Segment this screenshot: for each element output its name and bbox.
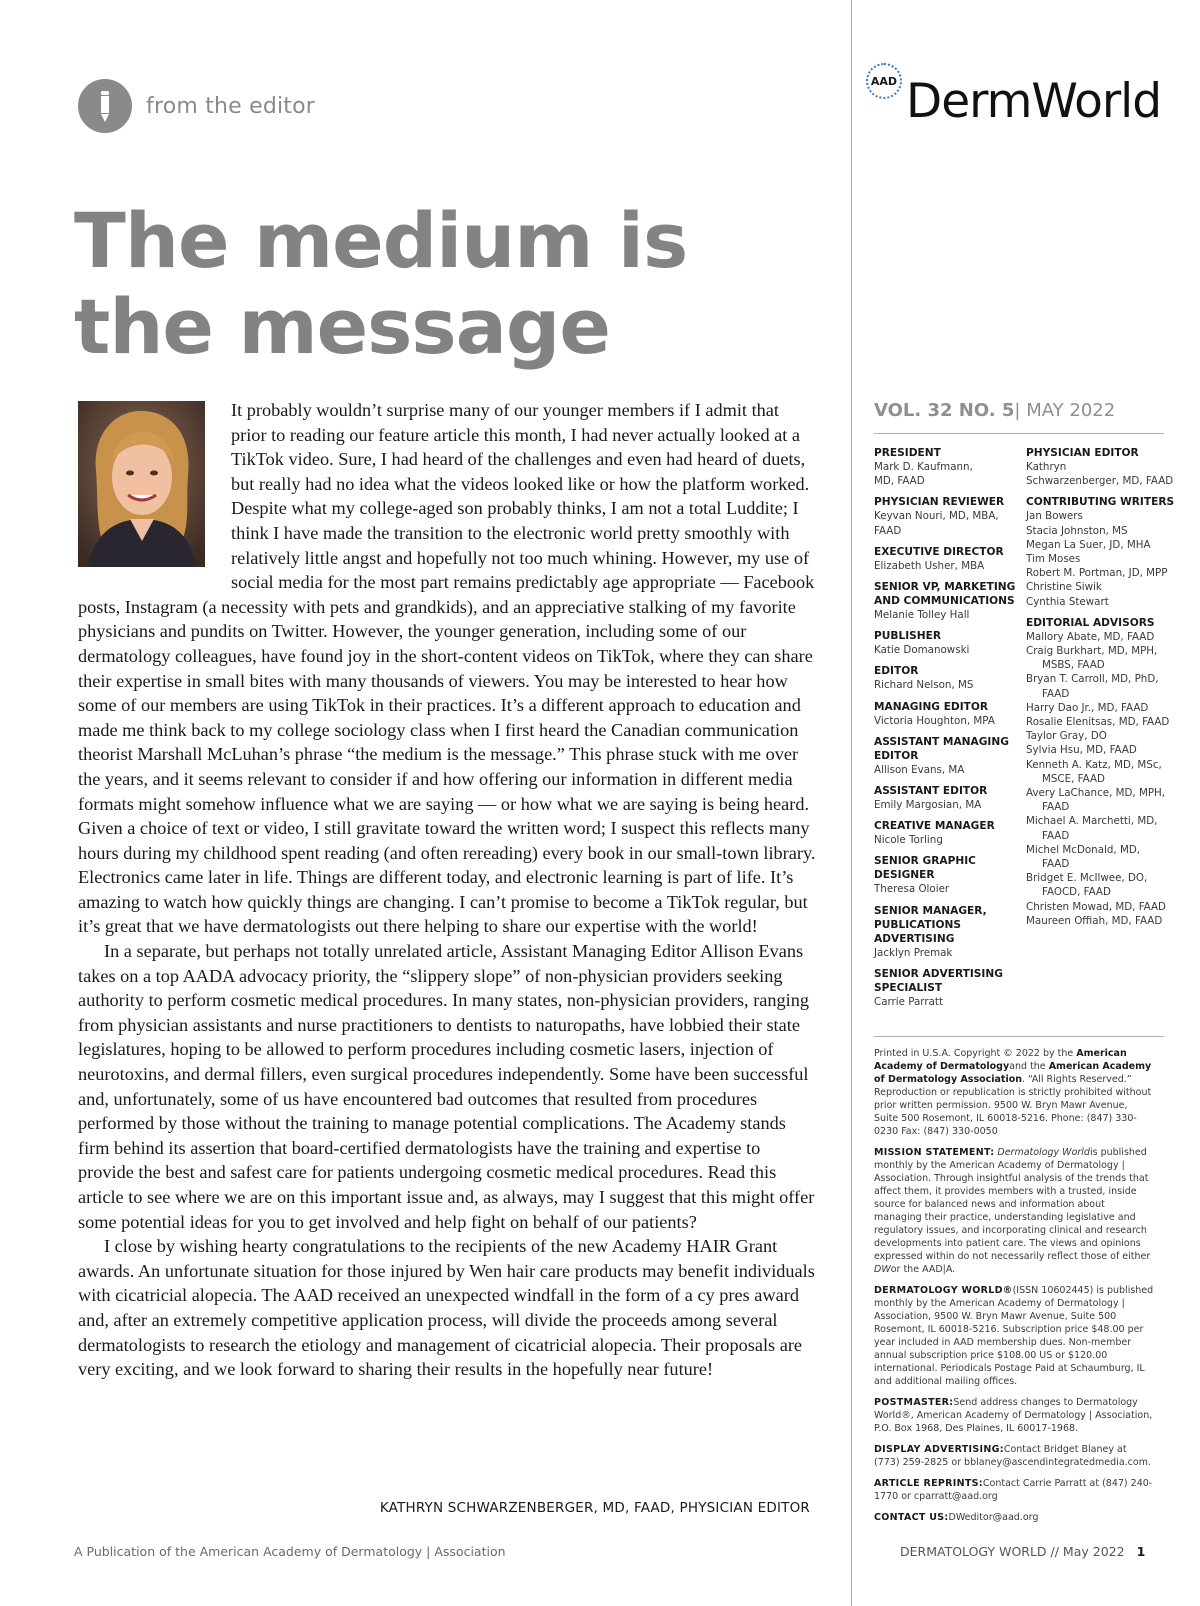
headline-line-1: The medium is [74,196,688,285]
masthead-role [874,495,1034,537]
staff-name: Victoria Houghton, MPA [874,714,995,727]
staff-name: Melanie Tolley Hall [874,609,970,622]
role-names [1026,630,1176,928]
staff-name: Carrie Parratt [874,995,943,1008]
staff-name: Michel McDonald, MD, [1026,843,1141,856]
role-names [874,714,1034,728]
staff-name: Megan La Suer, JD, MHA [1026,538,1151,551]
staff-name: Jacklyn Premak [874,946,953,959]
staff-name: Stacia Johnston, MS [1026,524,1128,537]
issue-separator: | [1014,400,1027,421]
staff-name: FAAD [1042,829,1070,842]
masthead-role [874,580,1034,622]
issue-line [874,400,1164,434]
staff-name: Allison Evans, MA [874,763,965,776]
staff-name: Richard Nelson, MS [874,679,974,692]
masthead-role [874,854,1034,896]
issue-date: MAY 2022 [1026,400,1116,421]
column-divider [851,0,852,1606]
footer-publication: A Publication of the American Academy of Dermatology | Association [74,1544,506,1559]
role-names [874,460,1034,488]
staff-name: Michael A. Marchetti, MD, [1026,815,1158,828]
staff-name: Christine Siwik [1026,581,1102,594]
contact-email[interactable]: DWeditor@aad.org [948,1512,1039,1523]
staff-name: Harry Dao Jr., MD, FAAD [1026,701,1149,714]
postmaster-info [874,1396,1154,1435]
staff-name: Christen Mowad, MD, FAAD [1026,900,1166,913]
staff-name: Sylvia Hsu, MD, FAAD [1026,744,1137,757]
staff-name: Avery LaChance, MD, MPH, [1026,787,1166,800]
staff-name: FAAD [1042,858,1070,871]
masthead-role [874,446,1034,488]
staff-name: Schwarzenberger, MD, FAAD [1026,475,1174,488]
masthead-role [874,700,1034,728]
staff-name: MSCE, FAAD [1042,772,1105,785]
role-names [874,678,1034,692]
masthead-role [874,735,1034,777]
masthead-role [874,545,1034,573]
role-title: PHYSICIAN EDITOR [1026,447,1139,459]
staff-name: Elizabeth Usher, MBA [874,559,985,572]
role-title: PUBLISHER [874,630,942,643]
mission-dw: DW [874,1264,891,1275]
aad-badge: AAD [866,63,902,99]
staff-name: Craig Burkhart, MD, MPH, [1026,645,1158,658]
role-title: ASSISTANT EDITOR [874,785,988,798]
masthead-role [1026,495,1176,608]
role-names [874,833,1034,847]
byline: KATHRYN SCHWARZENBERGER, MD, FAAD, PHYSICIAN EDITOR [379,1500,810,1516]
staff-name: Rosalie Elenitsas, MD, FAAD [1026,716,1170,729]
reprints-text: Contact Carrie Parratt at (847) 240-1770 or cparratt@aad.org [874,1478,1153,1502]
publication-text: (ISSN 10602445) is published monthly by the American Academy of Dermatology | Association, 9500 W. Bryn Mawr Avenue, Suite 500 Rosemont, IL 60018-5216. Subscription price $48.00 per year included in AAD membership dues. Non-member annual subscription price $108.00 US or $120.00 international. Periodicals Postage Paid at Schaumburg, IL and additional mailing offices. [874,1285,1154,1387]
masthead-column-2 [1026,446,1176,935]
postmaster-text: Send address changes to Dermatology World®, American Academy of Dermatology | Association, P.O. Box 1968, Des Plaines, IL 60017-1968. [874,1397,1153,1434]
fine-print [874,1047,1154,1532]
role-names [874,608,1034,622]
headline-line-2: the message [74,282,610,371]
staff-name: Robert M. Portman, JD, MPP [1026,567,1168,580]
role-title: MANAGING EDITOR [874,700,989,713]
staff-name: Kenneth A. Katz, MD, MSc, [1026,758,1162,771]
role-names [1026,460,1176,488]
role-title: SENIOR ADVERTISING SPECIALIST [874,967,1003,994]
staff-name: MSBS, FAAD [1042,659,1105,672]
role-names [874,643,1034,657]
copyright-notice [874,1047,1154,1138]
staff-name: FAAD [1042,801,1070,814]
copyright-org: American Academy of Dermatology [874,1048,1127,1072]
staff-name: FAAD [874,524,902,537]
masthead-role [1026,446,1176,488]
reprints-label: ARTICLE REPRINTS: [874,1478,983,1489]
role-names [874,946,1034,960]
dermworld-logo [866,74,1162,129]
masthead-role [874,819,1034,847]
masthead-role [874,629,1034,657]
role-title: PRESIDENT [874,447,941,459]
staff-name: Maureen Offiah, MD, FAAD [1026,914,1163,927]
masthead-role [874,967,1034,1009]
mission-label: MISSION STATEMENT: [874,1147,995,1158]
article-body [78,398,816,1382]
role-names [874,763,1034,777]
section-header [78,79,315,133]
staff-name: Taylor Gray, DO [1026,730,1107,743]
mission-statement [874,1146,1154,1276]
advertising-text: Contact Bridget Blaney at (773) 259-2825 or bblaney@ascendintegratedmedia.com. [874,1444,1151,1468]
staff-name: Bryan T. Carroll, MD, PhD, [1026,673,1159,686]
page-number: 1 [1136,1544,1146,1559]
pencil-icon [78,79,132,133]
role-names [874,798,1034,812]
staff-name: MD, FAAD [874,475,925,488]
staff-name: Theresa Oloier [874,883,950,896]
masthead-role [874,904,1034,960]
masthead-rule [874,1036,1164,1037]
staff-name: Mallory Abate, MD, FAAD [1026,630,1155,643]
masthead-column-1 [874,446,1034,1016]
staff-name: Jan Bowers [1026,510,1083,523]
role-title: EXECUTIVE DIRECTOR [874,545,1004,558]
copyright-text: Printed in U.S.A. Copyright © 2022 by the [874,1048,1074,1059]
mission-end: or the AAD|A. [890,1264,956,1275]
reprints-contact [874,1477,1154,1503]
publication-info [874,1284,1154,1388]
staff-name: Emily Margosian, MA [874,799,982,812]
staff-name: FAAD [1042,687,1070,700]
staff-name: FAOCD, FAAD [1042,886,1111,899]
copyright-and: and the [1009,1061,1046,1072]
copyright-org: American Academy of Dermatology Association [874,1061,1152,1085]
copyright-text: . “All Rights Reserved.” Reproduction or republication is strictly prohibited without prior written permission. 9500 W. Bryn Mawr Avenue, Suite 500 Rosemont, IL 60018-5216. Phone: (847) 330-0230 Fax: (847) 330-0050 [874,1074,1152,1137]
contact-us [874,1511,1154,1524]
logo-wordmark: DermWorld [906,74,1162,129]
footer-issue: DERMATOLOGY WORLD // May 2022 [900,1544,1125,1559]
role-names [874,509,1034,537]
advertising-label: DISPLAY ADVERTISING: [874,1444,1004,1455]
article-paragraph: In a separate, but perhaps not totally unrelated article, Assistant Managing Editor Allison Evans takes on a top AADA advocacy priority, the “slippery slope” of non-physician providers seeking authority to perform cosmetic medical procedures. In many states, non-physician providers, ranging from physician assistants and nurse practitioners to dentists to naturopaths, have lobbied their state legislatures, hoping to be allowed to perform procedures including cosmetic lasers, injection of neurotoxins, and dermal fillers, even surgical procedures independently. Some have been successful and, unfortunately, some of us have encountered bad outcomes that resulted from procedures performed by those without the training to manage potential complications. The Academy stands firm behind its assertion that board-certified dermatologists have the training and expertise to provide the best and safest care for patients undergoing cosmetic medical procedures. Read this article to see where we are on this important issue and, as always, may I suggest that this might offer some potential ideas for you to get involved and help fight on behalf of our patients? [78,941,815,1232]
issue-volume: VOL. 32 NO. 5 [874,400,1015,421]
staff-name: Nicole Torling [874,834,943,847]
role-names [874,882,1034,896]
role-title: PHYSICIAN REVIEWER [874,496,1005,509]
headline [74,198,794,370]
role-names [874,995,1034,1009]
staff-name: Kathryn [1026,461,1067,473]
role-title: SENIOR VP, MARKETING AND COMMUNICATIONS [874,581,1016,608]
masthead-role [874,784,1034,812]
staff-name: Tim Moses [1026,553,1081,566]
role-title: EDITORIAL ADVISORS [1026,616,1155,629]
article-paragraph: I close by wishing hearty congratulations to the recipients of the new Academy HAIR Grant awards. An unfortunate situation for those injured by Wen hair care products may benefit individuals with cicatricial alopecia. The AAD received an unexpected windfall in the form of a cy pres award and, after an extremely competitive application process, will divide the proceeds among several dermatologists to research the etiology and management of cicatricial alopecia. Their proposals are very exciting, and we look forward to sharing their results in the hopefully near future! [78,1236,815,1380]
contact-label: CONTACT US: [874,1512,949,1523]
role-title: ASSISTANT MANAGING EDITOR [874,735,1009,762]
role-names [874,559,1034,573]
role-title: EDITOR [874,665,919,678]
staff-name: Cynthia Stewart [1026,595,1109,608]
role-title: SENIOR GRAPHIC DESIGNER [874,855,976,882]
advertising-contact [874,1443,1154,1469]
role-title: CREATIVE MANAGER [874,820,995,833]
staff-name: Katie Domanowski [874,644,970,657]
footer-folio [900,1544,1145,1559]
postmaster-label: POSTMASTER: [874,1397,954,1408]
masthead-role [874,664,1034,692]
section-label: from the editor [146,93,316,119]
publication-label: DERMATOLOGY WORLD® [874,1285,1013,1296]
mission-text: is published monthly by the American Academy of Dermatology | Association. Through insightful analysis of the trends that affect them, it provides members with a trusted, inside source for balanced news and information about managing their practice, understanding legislative and regulatory issues, and incorporating clinical and research developments into patient care. The views and opinions expressed within do not necessarily reflect those of either [874,1147,1151,1262]
staff-name: Bridget E. McIlwee, DO, [1026,872,1148,885]
mission-magazine: Dermatology World [997,1147,1090,1158]
article-paragraph: It probably wouldn’t surprise many of our younger members if I admit that prior to reading our feature article this month, I had never actually looked at a TikTok video. Sure, I had heard of the challenges and even had heard of duets, but really had no idea what the videos looked like or how the platform worked. Despite what my college-aged son probably thinks, I am not a total Luddite; I think I have made the transition to the electronic world pretty smoothly with relatively little angst and hopefully not too much whining. However, my use of social media for the most part remains predictably age appropriate — Facebook posts, Instagram (a necessity with pets and grandkids), and an appreciative stalking of my favorite physicians and pundits on Twitter. However, the younger generation, including some of our dermatology colleagues, have found joy in the short-content videos on TikTok, where they can share their expertise in small bites with many thousands of viewers. You may be interested to hear how some of our members are using TikTok in their practices. It’s a different approach to education and made me think back to my college sociology class when I first heard the Canadian communication theorist Marshall McLuhan’s phrase “the medium is the message.” This phrase stuck with me over the years, and it seems relevant to consider if and how offering our information in different media formats might somehow influence what we are saying — or how what we are saying is being heard. Given a choice of text or video, I still gravitate toward the written word; I suspect this reflects many hours during my childhood spent reading (and often rereading) every book in our small-town library. Electronics came later in life. Things are different today, and electronic learning is part of life. It’s amazing to watch how quickly things are changing. I can’t promise to become a TikTok regular, but it’s great that we have dermatologists out there helping to share our expertise with the world! [78,400,816,937]
role-title: SENIOR MANAGER, PUBLICATIONS ADVERTISING [874,904,987,945]
role-title: CONTRIBUTING WRITERS [1026,496,1175,509]
masthead-role [1026,616,1176,928]
staff-name: Mark D. Kaufmann, [874,461,973,473]
role-names [1026,509,1176,608]
staff-name: Keyvan Nouri, MD, MBA, [874,510,999,523]
